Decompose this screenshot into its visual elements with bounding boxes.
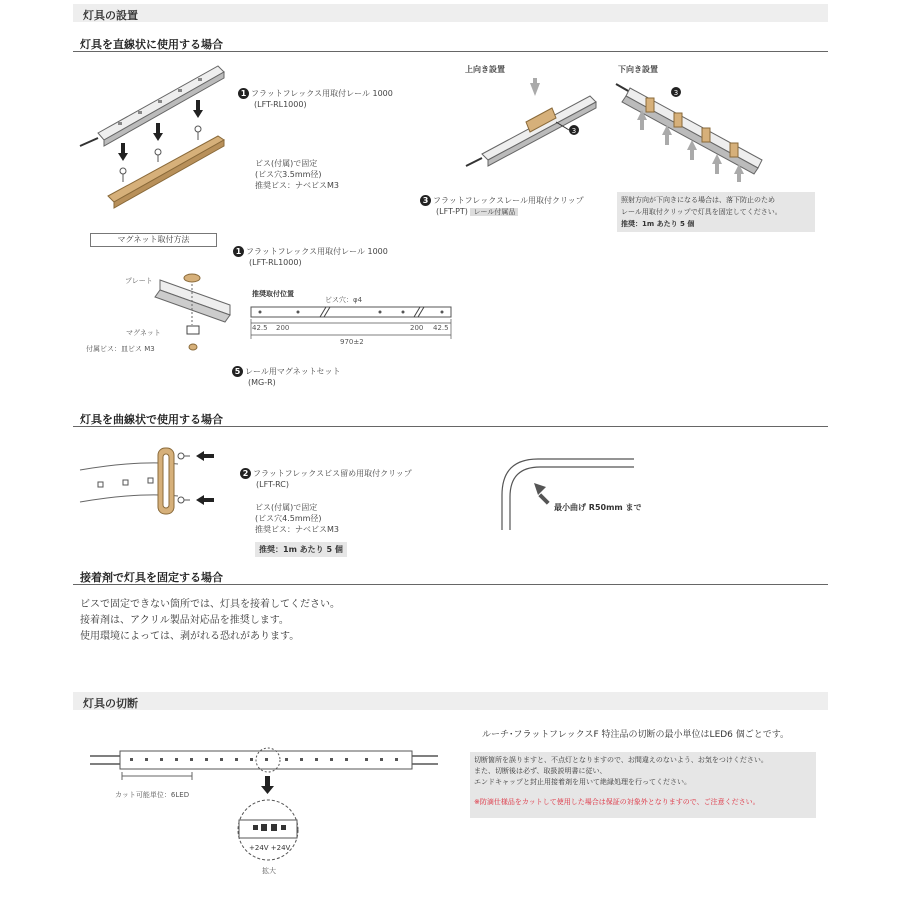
dim-left-2: 200 — [276, 324, 290, 332]
down-note-line2: レール用取付クリップで灯具を固定してください。 — [621, 208, 782, 216]
up-install-label: 上向き設置 — [465, 65, 505, 74]
mount-position-title: 推奨取付位置 — [252, 290, 294, 298]
voltage-label: +24V +24V — [249, 844, 291, 852]
clip-number-badge: 3 — [420, 195, 431, 206]
section-title-cutting: 灯具の切断 — [83, 697, 138, 710]
magnet-set-number-badge: 5 — [232, 366, 243, 377]
magnet-box-title: マグネット取付方法 — [90, 233, 217, 247]
straight-title: 灯具を直線状に使用する場合 — [80, 38, 223, 51]
down-note-line3: 推奨：1m あたり 5 個 — [621, 220, 695, 228]
dim-left-1: 42.5 — [252, 324, 268, 332]
bend-radius-label: 最小曲げ R50mm まで — [554, 503, 642, 512]
curved-clip-number-badge: 2 — [240, 468, 251, 479]
curved-screw-line3: 推奨ビス：ナベビスM3 — [255, 525, 339, 534]
cutting-warning: ※防滴仕様品をカットして使用した場合は保証の対象外となりますので、ご注意ください。 — [474, 798, 760, 806]
screw-note-line1: ビス(付属)で固定 — [255, 159, 318, 168]
magnet-set-code: (MG-R) — [248, 378, 276, 387]
straight-screw-note — [255, 158, 339, 191]
down-install-note — [617, 192, 815, 232]
curved-clip-label — [240, 468, 412, 490]
magnet-rail-label — [233, 246, 388, 268]
magnet-screw-label: 付属ビス：皿ビス M3 — [86, 345, 155, 353]
adhesive-line1: ビスで固定できない箇所では、灯具を接着してください。 — [80, 599, 340, 610]
magnet-illustration — [150, 250, 240, 365]
curved-clip-code: (LFT-RC) — [256, 480, 289, 489]
clip-tag: レール付属品 — [470, 208, 518, 216]
adhesive-line3: 使用環境によっては、剥がれる恐れがあります。 — [80, 631, 300, 642]
hole-label: ビス穴：φ4 — [325, 296, 363, 304]
section-title-install: 灯具の設置 — [83, 9, 138, 22]
straight-divider — [73, 51, 828, 52]
cutting-lead: ルーチ･フラットフレックスF 特注品の切断の最小単位はLED6 個ごとです。 — [482, 730, 790, 740]
adhesive-title: 接着剤で灯具を固定する場合 — [80, 571, 223, 584]
curved-screw-note — [255, 502, 339, 535]
screw-note-line2: (ビス穴3.5mm径) — [255, 170, 322, 179]
part1-number-badge: 1 — [238, 88, 249, 99]
cutting-illustration — [90, 744, 440, 879]
magnet-rail-code: (LFT-RL1000) — [249, 258, 302, 267]
screw-note-line3: 推奨ビス：ナベビスM3 — [255, 181, 339, 190]
adhesive-divider — [73, 584, 828, 585]
curved-clip-illustration — [78, 440, 238, 520]
down-install-illustration — [612, 78, 772, 183]
magnet-label: マグネット — [126, 329, 161, 337]
curved-screw-line2: (ビス穴4.5mm径) — [255, 514, 322, 523]
svg-text:3: 3 — [673, 89, 679, 97]
curved-recommend: 推奨：1m あたり 5 個 — [255, 542, 347, 557]
magnet-rail-name: フラットフレックス用取付レール 1000 — [246, 247, 388, 256]
magnet-set-name: レール用マグネットセット — [245, 367, 341, 376]
part1-code: (LFT-RL1000) — [254, 100, 307, 109]
cut-unit-label: カット可能単位：6LED — [115, 791, 190, 799]
clip-code: (LFT-PT) — [436, 207, 468, 216]
adhesive-text — [80, 597, 340, 645]
curved-clip-name: フラットフレックスビス留め用取付クリップ — [253, 469, 412, 478]
dim-right-1: 200 — [410, 324, 424, 332]
cutting-note-line3: エンドキャップと封止用接着剤を用いて絶縁処理を行ってください。 — [474, 778, 691, 786]
section-header-install — [73, 4, 828, 22]
down-install-label: 下向き設置 — [618, 65, 658, 74]
up-install-illustration — [462, 78, 602, 173]
dim-total: 970±2 — [340, 338, 364, 346]
cutting-note-line2: また、切断後は必ず、取扱説明書に従い、 — [474, 767, 607, 775]
clip-name: フラットフレックスレール用取付クリップ — [433, 196, 584, 205]
down-note-line1: 照射方向が下向きになる場合は、落下防止のため — [621, 196, 775, 204]
curved-screw-line1: ビス(付属)で固定 — [255, 503, 318, 512]
expand-label: 拡大 — [262, 867, 276, 875]
dim-right-2: 42.5 — [433, 324, 449, 332]
curved-title: 灯具を曲線状で使用する場合 — [80, 413, 223, 426]
cutting-note-line1: 切断箇所を誤りますと、不点灯となりますので、お間違えのないよう、お気をつけください。 — [474, 756, 768, 764]
part1-label — [238, 88, 393, 110]
adhesive-line2: 接着剤は、アクリル製品対応品を推奨します。 — [80, 615, 289, 626]
plate-label: プレート — [125, 277, 153, 285]
curved-divider — [73, 426, 828, 427]
clip-label — [420, 195, 584, 218]
cutting-note — [470, 752, 816, 818]
section-header-cutting — [73, 692, 828, 710]
part1-name: フラットフレックス用取付レール 1000 — [251, 89, 393, 98]
bend-radius-illustration — [498, 455, 638, 530]
magnet-rail-number-badge: 1 — [233, 246, 244, 257]
svg-text:3: 3 — [571, 127, 577, 135]
straight-rail-illustration — [78, 58, 238, 213]
magnet-set-label — [232, 366, 341, 388]
